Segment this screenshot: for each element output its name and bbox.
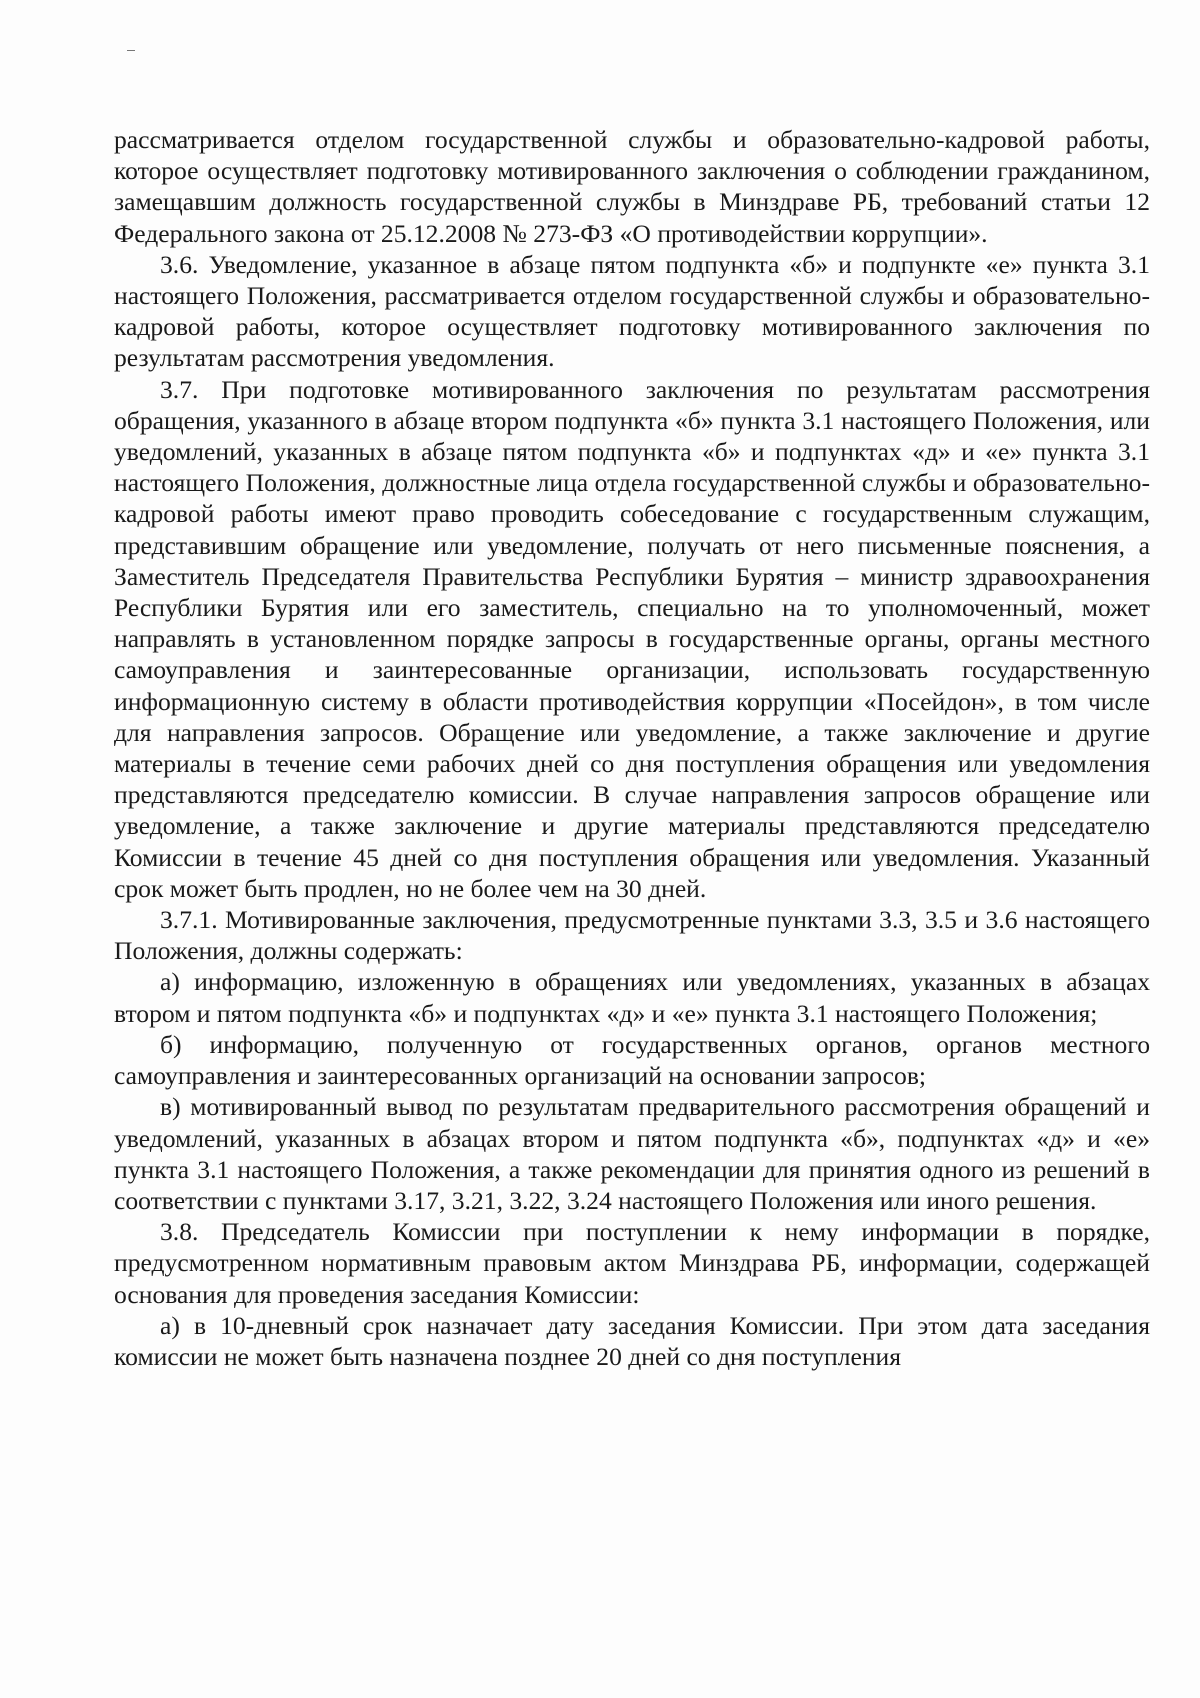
paragraph-item-a: а) информацию, изложенную в обращениях или уведомлениях, указанных в абзацах втором и пятом подпункта «б» и подпунктах «д» и «е» пункта 3.1 настоящего Положения; bbox=[114, 967, 1150, 1028]
paragraph-item-b: б) информацию, полученную от государственных органов, органов местного самоуправления и заинтересованных организаций на основании запросов; bbox=[114, 1029, 1150, 1091]
paragraph-item-v: в) мотивированный вывод по результатам предварительного рассмотрения обращений и уведомлений, указанных в абзацах втором и пятом подпункта «б», подпунктах «д» и «е» пункта 3.1 настоящего Положения, а также рекомендации для принятия одного из решений в соответствии с пунктами 3.17, 3.21, 3.22, 3.24 настоящего Положения или иного решения. bbox=[114, 1092, 1150, 1215]
paragraph-continuation: рассматривается отделом государственной службы и образовательно-кадровой работы, которое осуществляет подготовку мотивированного заключения о соблюдении гражданином, замещавшим должность государственной службы в Минздраве РБ, требований статьи 12 Федерального закона от 25.12.2008 № 273-ФЗ «О противодействии коррупции». bbox=[114, 125, 1150, 248]
document-body bbox=[114, 124, 1150, 1372]
paragraph-3-7-1: 3.7.1. Мотивированные заключения, предусмотренные пунктами 3.3, 3.5 и 3.6 настоящего Положения, должны содержать: bbox=[114, 905, 1150, 966]
paragraph-3-7: 3.7. При подготовке мотивированного заключения по результатам рассмотрения обращения, указанного в абзаце втором подпункта «б» пункта 3.1 настоящего Положения, или уведомлений, указанных в абзаце пятом подпункта «б» и подпунктах «д» и «е» пункта 3.1 настоящего Положения, должностные лица отдела государственной службы и образовательно-кадровой работы имеют право проводить собеседование с государственным служащим, представившим обращение или уведомление, получать от него письменные пояснения, а Заместитель Председателя Правительства Республики Бурятия – министр здравоохранения Республики Бурятия или его заместитель, специально на то уполномоченный, может направлять в установленном порядке запросы в государственные органы, органы местного самоуправления и заинтересованные организации, использовать государственную информационную систему в области противодействия коррупции «Посейдон», в том числе для направления запросов. Обращение или уведомление, а также заключение и другие материалы в течение семи рабочих дней со дня поступления обращения или уведомления представляются председателю комиссии. В случае направления запросов обращение или уведомление, а также заключение и другие материалы представляются председателю Комиссии в течение 45 дней со дня поступления обращения или уведомления. Указанный срок может быть продлен, но не более чем на 30 дней. bbox=[114, 374, 1150, 903]
paragraph-3-8: 3.8. Председатель Комиссии при поступлении к нему информации в порядке, предусмотренном нормативным правовым актом Минздрава РБ, информации, содержащей основания для проведения заседания Комиссии: bbox=[114, 1217, 1150, 1309]
scan-artifact-mark bbox=[127, 50, 135, 51]
paragraph-3-8-item-a: а) в 10-дневный срок назначает дату заседания Комиссии. При этом дата заседания комиссии не может быть назначена позднее 20 дней со дня поступления bbox=[114, 1310, 1150, 1371]
paragraph-3-6: 3.6. Уведомление, указанное в абзаце пятом подпункта «б» и подпункте «е» пункта 3.1 настоящего Положения, рассматривается отделом государственной службы и образовательно-кадровой работы, которое осуществляет подготовку мотивированного заключения по результатам рассмотрения уведомления. bbox=[114, 249, 1150, 373]
